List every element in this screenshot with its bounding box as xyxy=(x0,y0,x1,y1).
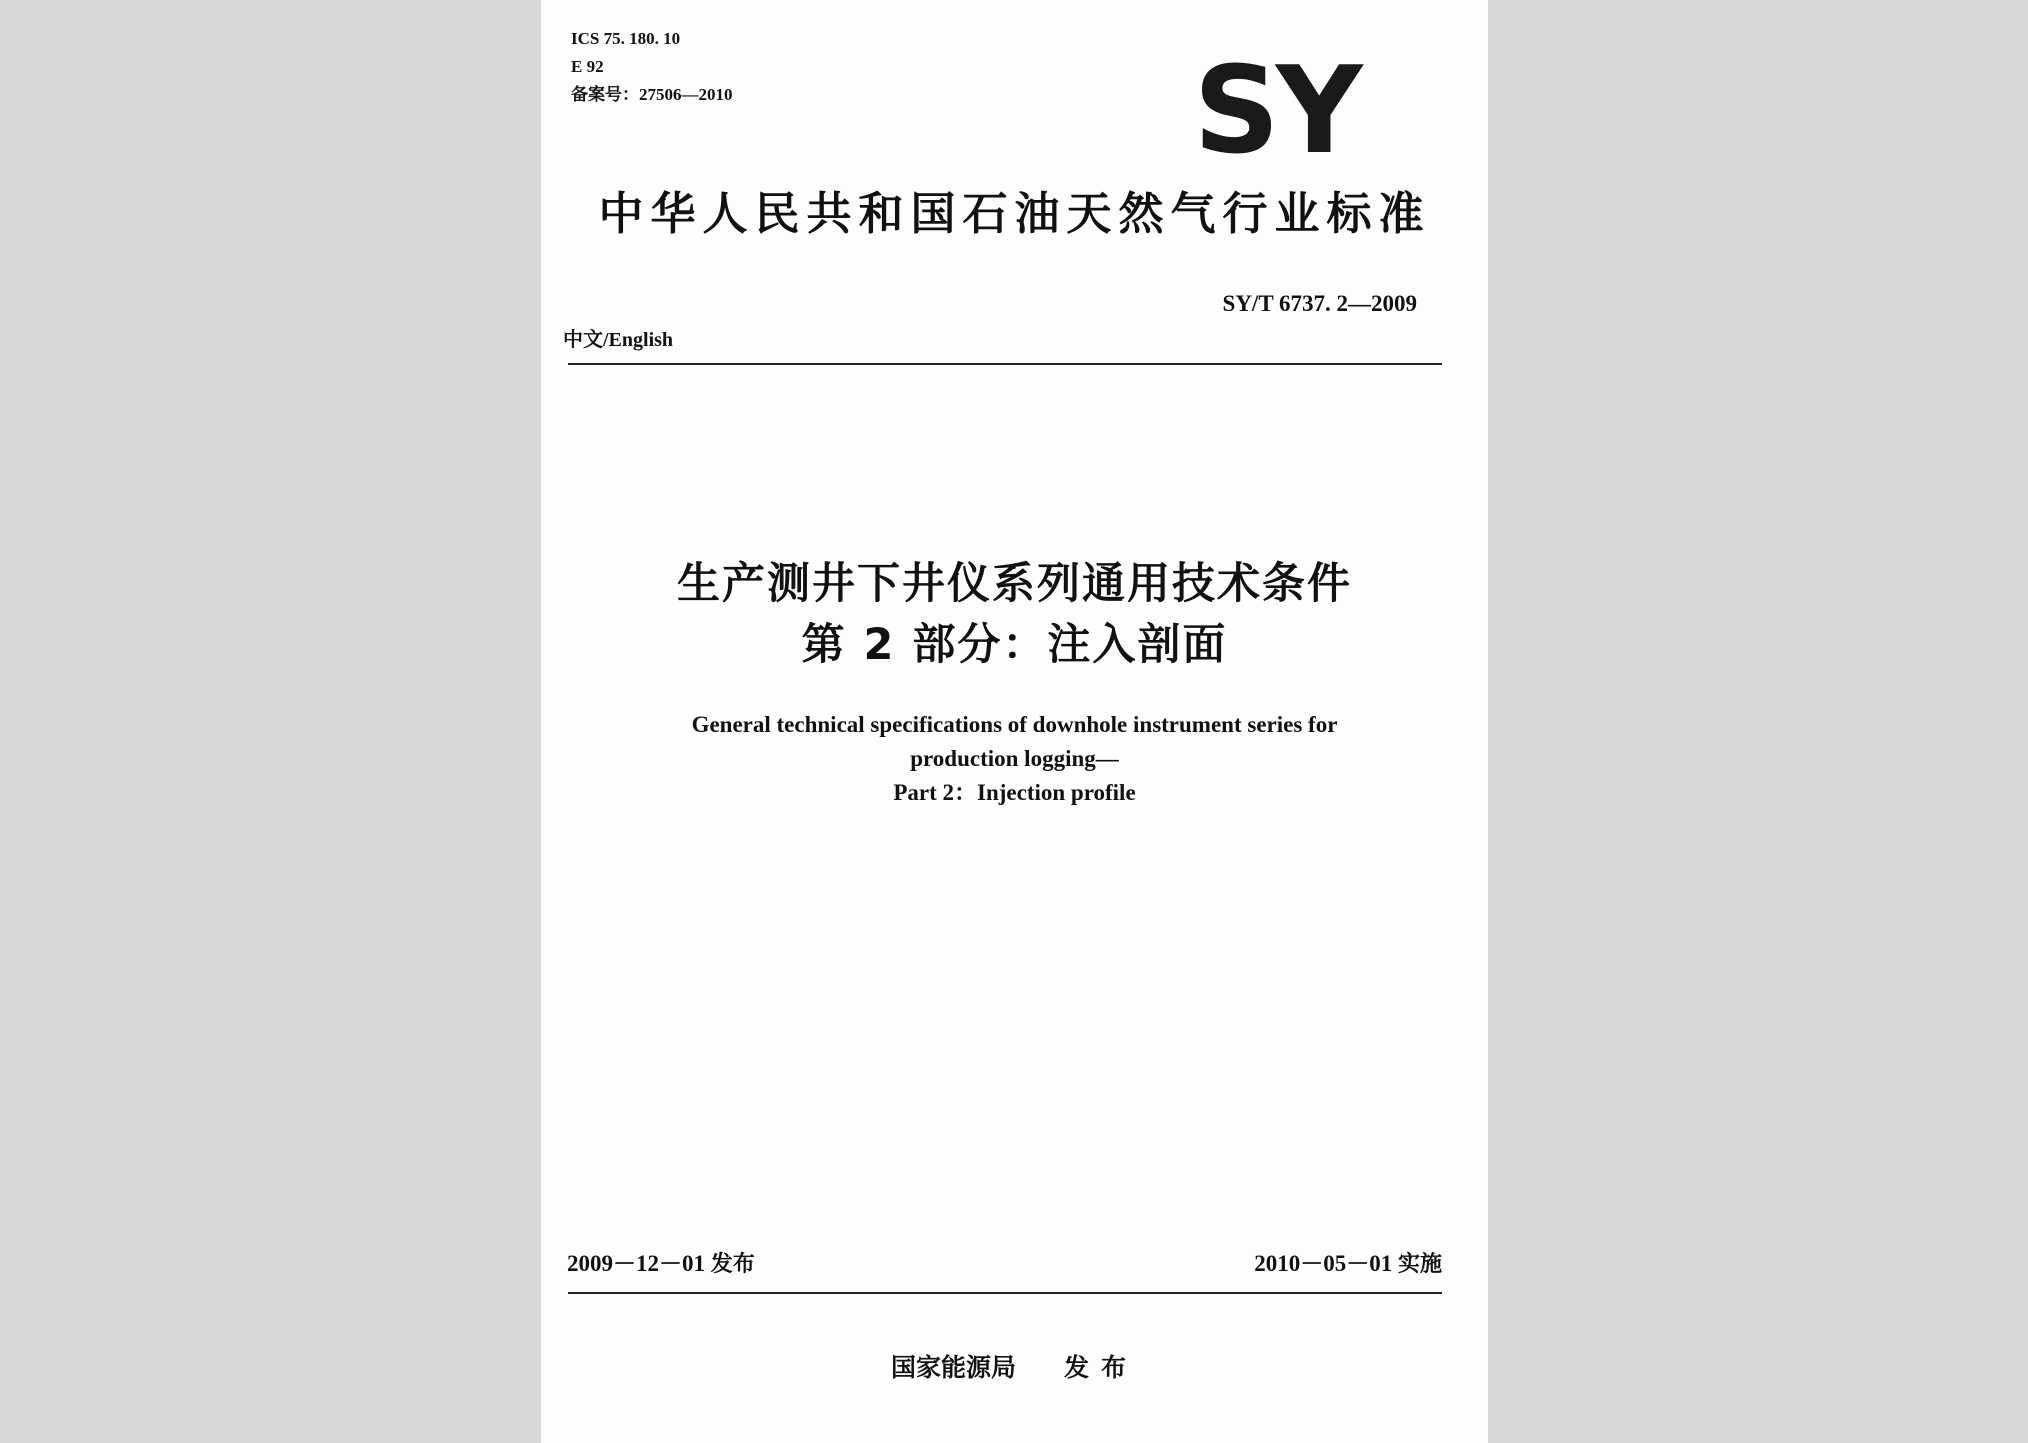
sy-logo xyxy=(1181,56,1371,160)
document-page xyxy=(541,0,1488,1443)
ics-code: ICS 75. 180. 10 xyxy=(571,29,681,48)
organization-title: 中华人民共和国石油天然气行业标准 xyxy=(598,187,1431,240)
title-en-line2: production logging— xyxy=(910,746,1119,771)
title-cn-line2: 第 2 部分：注入剖面 xyxy=(801,620,1228,670)
issue-label: 发布 xyxy=(710,1252,755,1277)
sy-logo-text: SY xyxy=(1193,56,1359,160)
bottom-divider xyxy=(568,1292,1442,1294)
title-en-line3: Part 2：Injection profile xyxy=(893,780,1136,805)
title-en-line1: General technical specifications of downhole instrument series for xyxy=(691,712,1338,737)
publisher-name: 国家能源局 xyxy=(890,1353,1016,1382)
issue-date-block xyxy=(567,1245,755,1278)
filing-number: 备案号：27506—2010 xyxy=(571,85,733,104)
issue-date: 2009－12－01 xyxy=(567,1251,705,1276)
title-cn-line1: 生产测井下井仪系列通用技术条件 xyxy=(677,559,1352,609)
implement-label: 实施 xyxy=(1397,1252,1442,1277)
publisher-action: 发布 xyxy=(1064,1353,1139,1382)
implement-date: 2010－05－01 xyxy=(1254,1251,1393,1276)
publisher-line xyxy=(541,1348,1488,1384)
implement-date-block xyxy=(1254,1245,1442,1278)
top-divider xyxy=(568,363,1442,365)
classification-code: E 92 xyxy=(571,57,604,76)
language-note: 中文/English xyxy=(563,329,674,351)
standard-number: SY/T 6737. 2—2009 xyxy=(1222,291,1417,316)
